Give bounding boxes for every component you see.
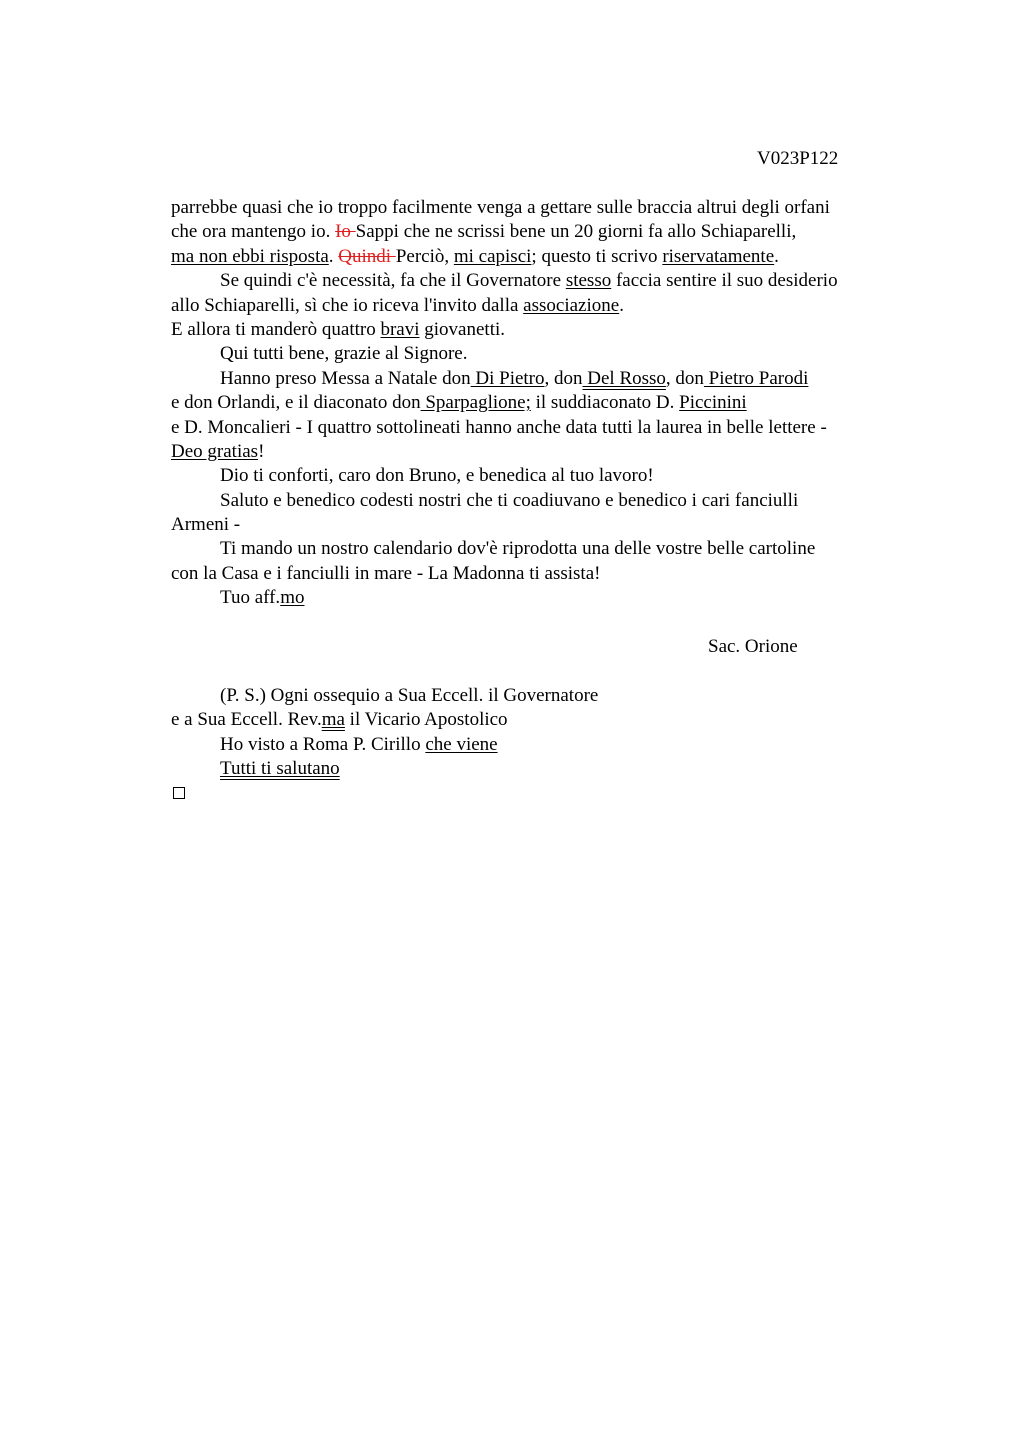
text-span: Perciò,: [395, 245, 454, 267]
text-span: Armeni -: [171, 514, 241, 536]
underlined-text: Piccinini: [679, 392, 747, 414]
underlined-text: Sparpaglione;: [420, 392, 531, 414]
text-line: [171, 294, 911, 318]
text-span: ; questo ti scrivo: [531, 245, 663, 267]
text-line: [171, 440, 911, 464]
underlined-text: ma non ebbi risposta: [171, 245, 329, 267]
text-span: allo Schiaparelli, sì che io riceva l'invito dalla: [171, 294, 524, 316]
text-span: !: [258, 440, 265, 462]
signature-text: Sac. Orione: [708, 636, 798, 658]
underlined-text: bravi: [380, 318, 420, 340]
double-underlined-text: Del Rosso: [582, 367, 666, 389]
text-line: [171, 464, 911, 488]
square-box-icon: [173, 787, 185, 799]
text-line: [171, 513, 911, 537]
underlined-text: che viene: [425, 733, 498, 755]
text-line: [171, 391, 911, 415]
text-span: Saluto e benedico codesti nostri che ti coadiuvano e benedico i cari fanciulli: [220, 489, 799, 511]
text-span: e a Sua Eccell. Rev.: [171, 709, 322, 731]
double-underlined-text: ma: [321, 709, 345, 731]
text-span: , don: [544, 367, 583, 389]
text-line: [171, 537, 911, 561]
text-span: il Vicario Apostolico: [344, 709, 508, 731]
text-span: giovanetti.: [419, 318, 505, 340]
deleted-word: Io: [335, 221, 356, 243]
text-line: [171, 489, 911, 513]
text-line: [171, 196, 911, 220]
text-span: Qui tutti bene, grazie al Signore.: [220, 343, 468, 365]
postscript-line: [171, 757, 911, 781]
text-line: [171, 562, 911, 586]
text-span: con la Casa e i fanciulli in mare - La Madonna ti assista!: [171, 562, 601, 584]
underlined-text: associazione: [523, 294, 620, 316]
deleted-word: Quindi: [338, 245, 396, 267]
text-span: il suddiaconato D.: [530, 392, 680, 414]
double-underlined-text: Tutti ti salutano: [220, 757, 340, 779]
text-span: (P. S.) Ogni ossequio a Sua Eccell. il Governatore: [220, 684, 599, 706]
text-line: [171, 269, 911, 293]
underlined-text: riservatamente: [662, 245, 775, 267]
postscript-line: [171, 684, 911, 708]
end-marker: [171, 781, 911, 805]
text-span: E allora ti manderò quattro: [171, 318, 381, 340]
text-line: [171, 586, 911, 610]
text-span: Se quindi c'è necessità, fa che il Governatore: [220, 270, 566, 292]
text-span: Ti mando un nostro calendario dov'è riprodotta una delle vostre belle cartoline: [220, 538, 816, 560]
underlined-text: Pietro Parodi: [703, 367, 809, 389]
text-span: Sappi che ne scrissi bene un 20 giorni fa allo Schiaparelli,: [355, 221, 797, 243]
text-span: , don: [665, 367, 704, 389]
text-line: [171, 367, 911, 391]
text-line: [171, 220, 911, 244]
text-span: Dio ti conforti, caro don Bruno, e benedica al tuo lavoro!: [220, 465, 654, 487]
text-line: [171, 342, 911, 366]
text-span: e D. Moncalieri - I quattro sottolineati hanno anche data tutti la laurea in belle lettere -: [171, 416, 827, 438]
text-span: Ho visto a Roma P. Cirillo: [220, 733, 426, 755]
text-span: .: [328, 245, 339, 267]
page-identifier: V023P122: [757, 148, 839, 169]
text-span: parrebbe quasi che io troppo facilmente venga a gettare sulle braccia altrui degli orfani: [171, 197, 830, 218]
text-span: Tuo aff.: [220, 587, 281, 609]
text-span: .: [619, 294, 624, 316]
text-span: e don Orlandi, e il diaconato don: [171, 392, 421, 414]
underlined-text: stesso: [565, 270, 612, 292]
postscript-line: [171, 733, 911, 757]
underlined-text: mi capisci: [453, 245, 532, 267]
text-span: che ora mantengo io.: [171, 221, 336, 243]
blank-line: [171, 611, 911, 635]
text-span: .: [774, 245, 779, 267]
text-span: faccia sentire il suo desiderio: [611, 270, 838, 292]
blank-line: [171, 659, 911, 683]
underlined-text: Di Pietro: [470, 367, 545, 389]
postscript-line: [171, 708, 911, 732]
text-line: [171, 318, 911, 342]
text-span: Hanno preso Messa a Natale don: [220, 367, 471, 389]
letter-body: [171, 196, 911, 806]
text-line: [171, 416, 911, 440]
signature: [171, 635, 911, 659]
text-line: [171, 245, 911, 269]
underlined-text: Deo gratias: [171, 440, 259, 462]
underlined-text: mo: [280, 587, 305, 609]
